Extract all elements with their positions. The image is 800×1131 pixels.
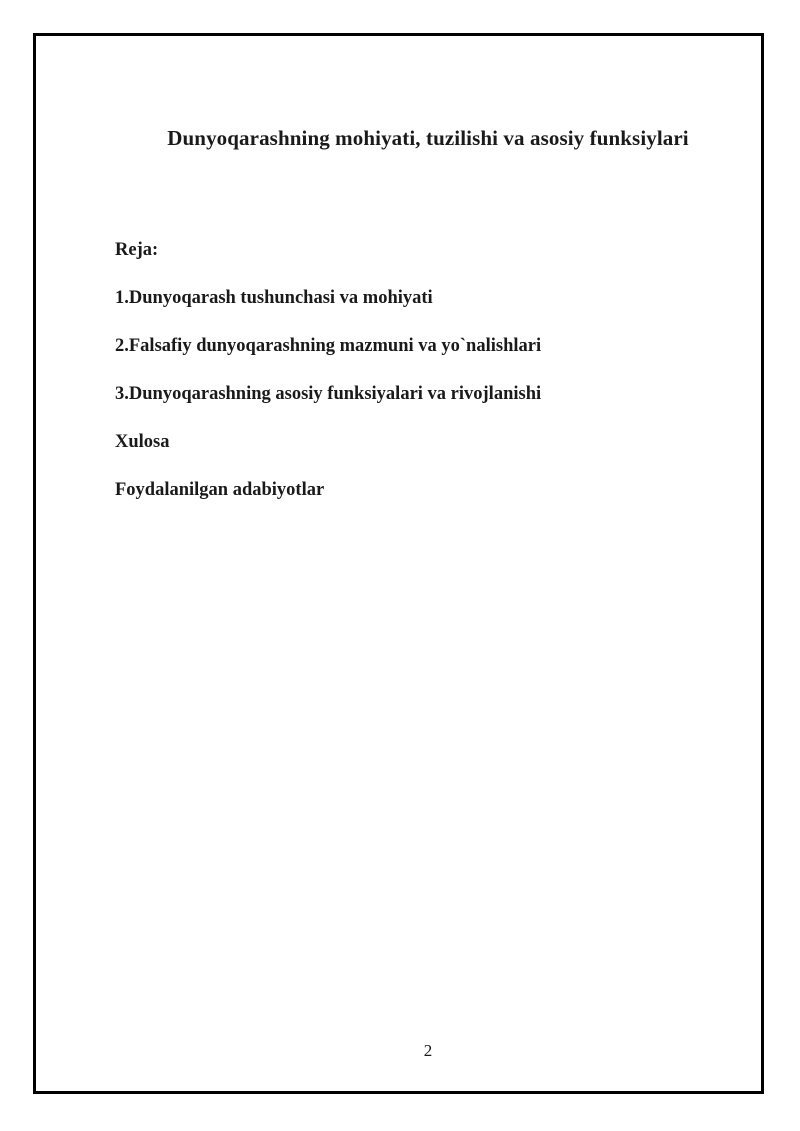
document-title: Dunyoqarashning mohiyati, tuzilishi va asosiy funksiylari <box>167 126 689 150</box>
page-number: 2 <box>423 1041 433 1060</box>
plan-section <box>115 238 541 526</box>
plan-item-2: 2.Falsafiy dunyoqarashning mazmuni va yo`nalishlari <box>115 336 542 356</box>
plan-item-references: Foydalanilgan adabiyotlar <box>115 480 325 500</box>
plan-item-conclusion: Xulosa <box>115 432 170 452</box>
page-border-frame <box>33 33 764 1094</box>
plan-item-3: 3.Dunyoqarashning asosiy funksiyalari va rivojlanishi <box>115 384 542 404</box>
plan-heading: Reja: <box>115 240 159 260</box>
plan-item-1: 1.Dunyoqarash tushunchasi va mohiyati <box>115 288 433 308</box>
